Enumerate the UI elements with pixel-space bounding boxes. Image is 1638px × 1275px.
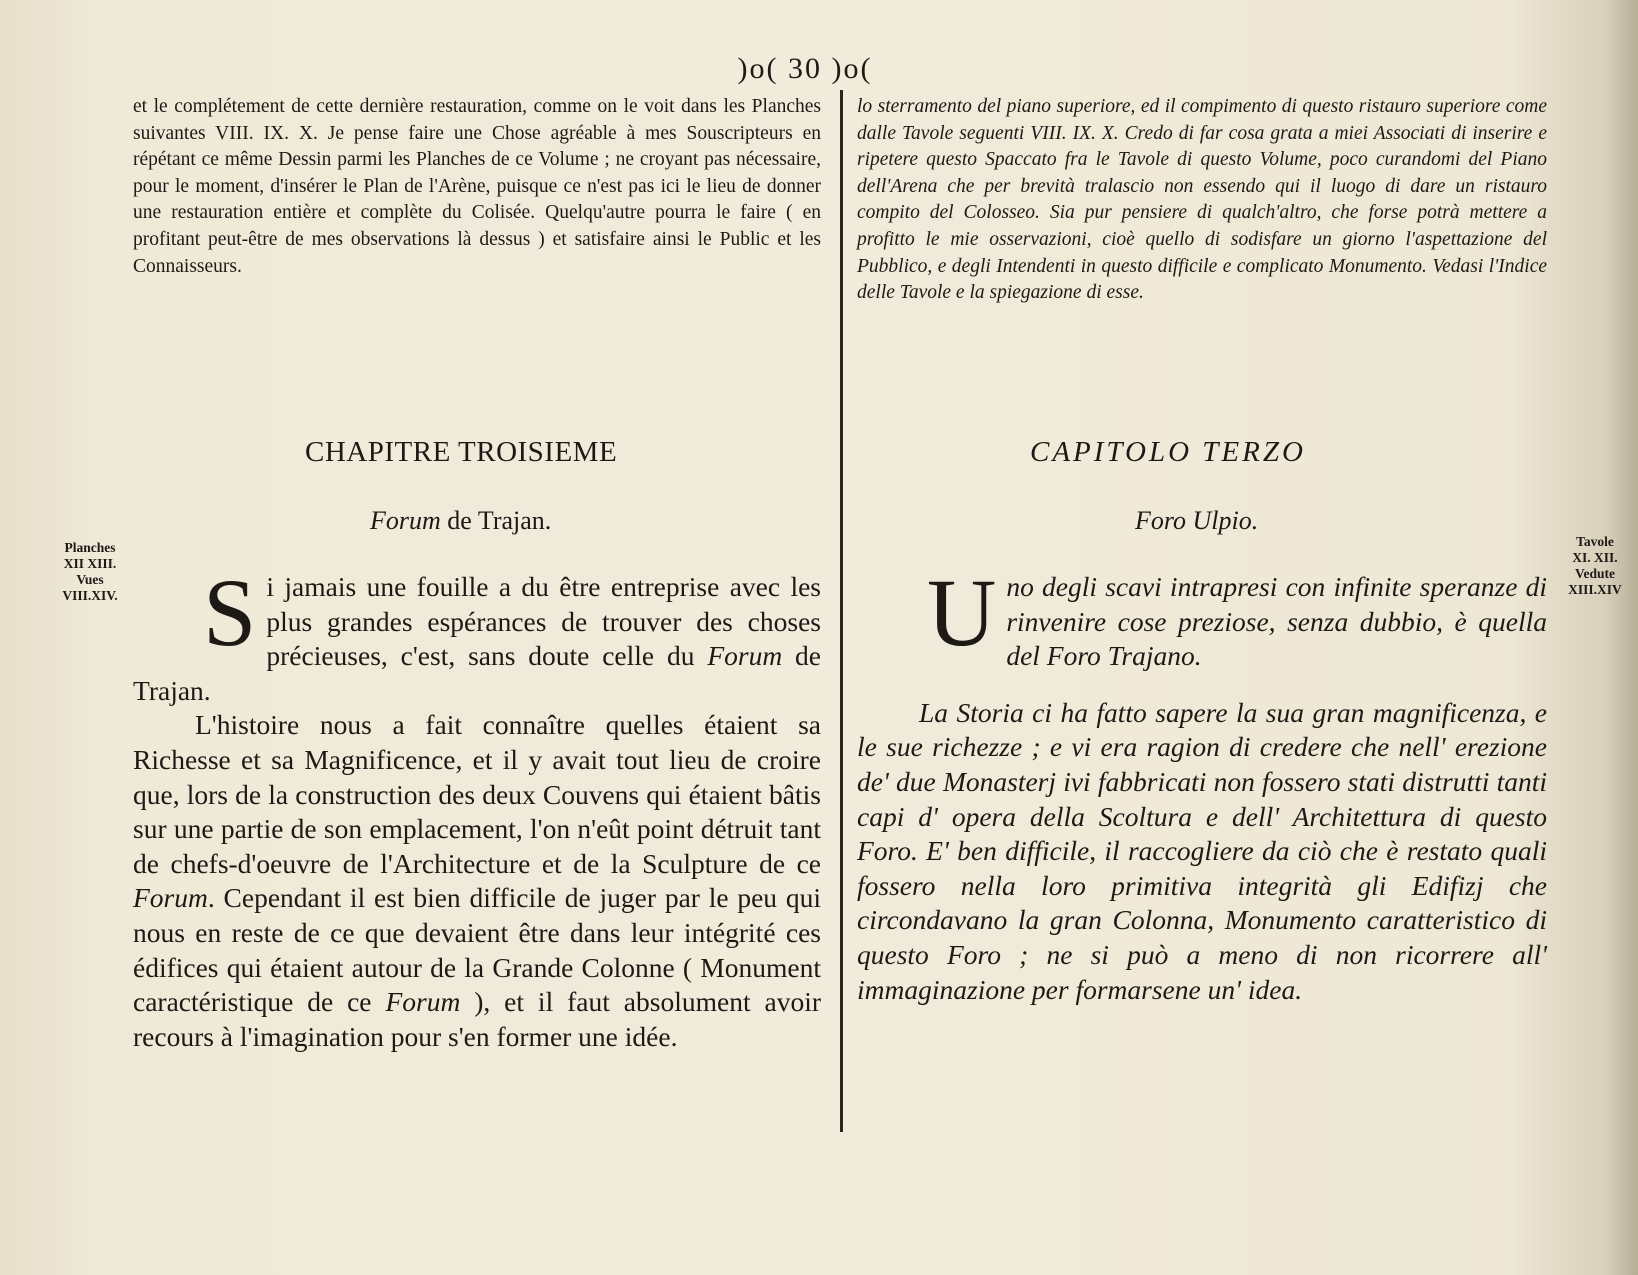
- left-intro-paragraph: et le complétement de cette dernière restauration, comme on le voit dans les Planches suivantes VIII. IX. X. Je pense faire une Chose agréable à mes Souscripteurs en répétant ce même Dessin parmi les Planches de ce Volume ; ne croyant pas nécessaire, pour le moment, d'insérer le Plan de l'Arène, puisque ce n'est pas ici le lieu de donner une restauration entière et complète du Colisée. Quelqu'autre pourra le faire ( en profitant peut-être de mes observations là dessus ) et satisfaire ainsi le Public et les Connaisseurs.: [133, 96, 821, 277]
- left-para2-text: L'histoire nous a fait connaître quelles étaient sa Richesse et sa Magnificence, et il y avait tout lieu de croire que, lors de la construction des deux Couvens qui étaient bâtis sur une partie de son emplacement, l'on n'eût point détruit tant de chefs-d'oeuvre de l'Architecture et de la Sculpture de ce: [133, 709, 821, 879]
- left-para2-italic: Forum: [133, 882, 208, 914]
- left-para1-text: i jamais une fouille a du être entreprise avec les plus grandes espérances de trouver des choses précieuses, c'est, sans doute celle du: [266, 571, 821, 672]
- right-intro-paragraph: lo sterramento del piano superiore, ed il compimento di questo ristauro superiore come dalle Tavole seguenti VIII. IX. X. Credo di far cosa grata a miei Associati di inserire e ripetere questo Spaccato fra le Tavole di questo Volume, poco curandomi del Piano dell'Arena che per brevità tralascio non essendo qui il luogo di dare un ristauro compito del Colosseo. Sia pur pensiere di qualch'altro, che forse potrà mettere a profitto le mie osservazioni, cioè quello di sodisfare un giorno l'aspettazione del Pubblico, e degli Intendenti in questo difficile e complicato Monumento. Vedasi l'Indice delle Tavole e la spiegazione di esse.: [857, 96, 1547, 304]
- left-drop-cap: S: [203, 559, 257, 666]
- left-para1-italic: Forum: [707, 640, 783, 672]
- left-paragraph-2: [133, 708, 821, 1054]
- left-margin-note: [50, 540, 130, 604]
- left-para2-text-mid: . Cependant il est bien difficile de juger par le peu qui nous en reste de ce que devaient être dans leur intégrité ces édifices qui étaient autour de la Grande Colonne ( Monument caractéristique de ce: [133, 882, 821, 1018]
- left-para2-text-end: ), et il faut absolument avoir recours à l'imagination pour s'en former une idée.: [133, 986, 822, 1052]
- left-chapter-heading: CHAPITRE TROISIEME: [305, 436, 618, 468]
- right-para1-text: no degli scavi intrapresi con infinite speranze di rinvenire cose preziose, senza dubbio, è quella del Foro Trajano.: [1006, 571, 1547, 672]
- margin-note-line: Planches: [64, 540, 116, 555]
- right-margin-note: [1555, 534, 1635, 598]
- margin-note-line: XI. XII.: [1572, 550, 1618, 565]
- left-paragraph-1: [133, 559, 821, 708]
- right-body: [857, 559, 1547, 1007]
- margin-note-line: XIII.XIV: [1568, 582, 1622, 597]
- right-paragraph-2: La Storia ci ha fatto sapere la sua gran magnificenza, e le sue richezze ; e vi era ragion di credere che nell' erezione de' due Monasterj ivi fabbricati non fossero stati distrutti tanti capi d' opera della Scoltura e dell' Architettura di questo Foro. E' ben difficile, il raccogliere da ciò che è restato quali fossero nella loro primitiva integrità gli Edifizj che circondavano la gran Colonna, Monumento caratteristico di questo Foro ; ne si può a meno di non ricorrere all' immaginazione per formarsene un' idea.: [857, 696, 1547, 1005]
- left-section-italic: Forum: [370, 506, 441, 535]
- right-chapter-heading: CAPITOLO TERZO: [1030, 436, 1306, 468]
- left-section-rest: de Trajan.: [440, 506, 552, 535]
- right-paragraph-1: [857, 559, 1547, 674]
- left-body: [133, 559, 822, 1054]
- right-drop-cap: U: [927, 559, 997, 666]
- page-number: )o( 30 )o(: [737, 52, 873, 85]
- left-para2-italic-2: Forum: [385, 986, 461, 1018]
- margin-note-line: Tavole: [1576, 534, 1614, 549]
- margin-note-line: VIII.XIV.: [62, 588, 118, 603]
- right-section-heading: Foro Ulpio.: [1135, 506, 1259, 535]
- margin-note-line: Vedute: [1574, 566, 1615, 581]
- left-para1-text-end: de Trajan.: [133, 640, 821, 706]
- column-divider: [840, 90, 843, 1132]
- margin-note-line: Vues: [76, 572, 104, 587]
- left-section-heading: [370, 506, 551, 536]
- margin-note-line: XII XIII.: [63, 556, 117, 571]
